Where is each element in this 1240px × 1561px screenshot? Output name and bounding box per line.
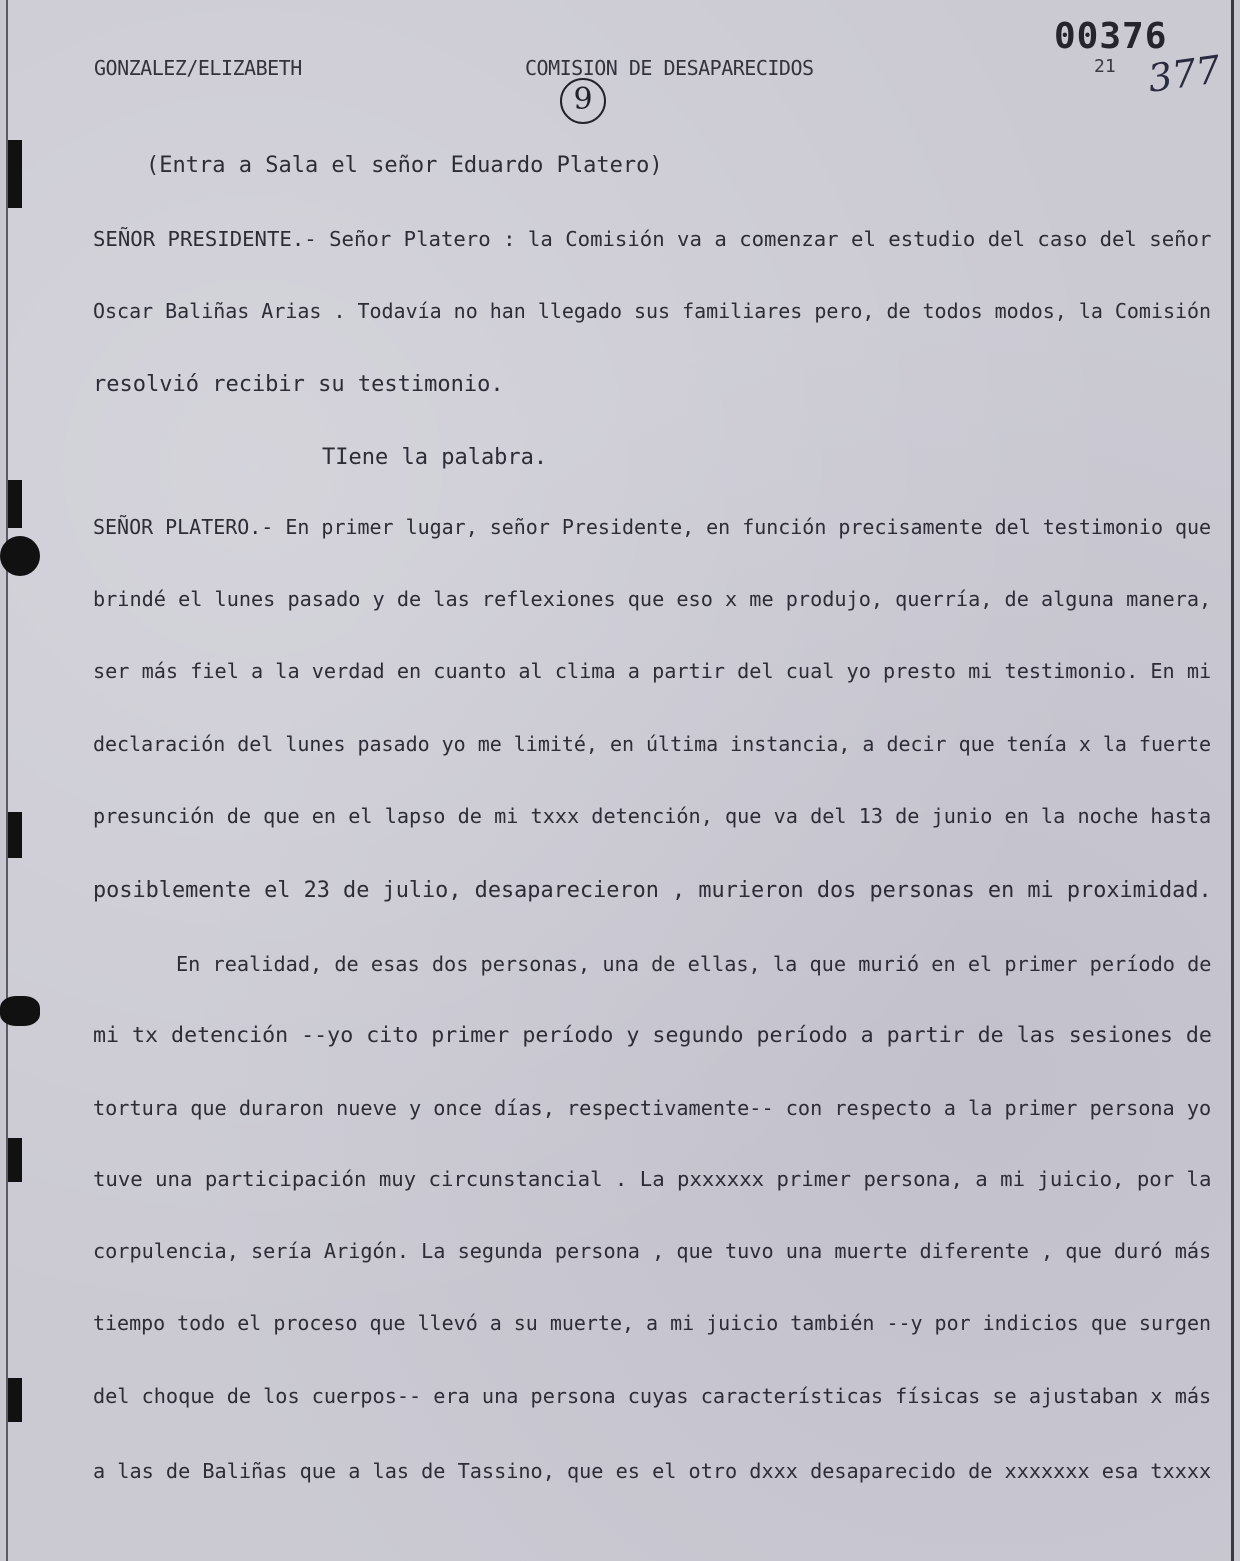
stamp-number: 00376 (1054, 16, 1168, 57)
body-line: resolvió recibir su testimonio. (93, 372, 504, 397)
binder-hole-mark (8, 480, 22, 528)
binder-hole-mark (0, 996, 40, 1026)
body-line: declaración del lunes pasado yo me limité, en última instancia, a decir que tenía x la fuerte (93, 732, 1212, 756)
body-line: tiempo todo el proceso que llevó a su muerte, a mi juicio también --y por indicios que surgen (93, 1311, 1212, 1335)
body-line: En realidad, de esas dos personas, una de ellas, la que murió en el primer período de (176, 952, 1212, 976)
body-line: tuve una participación muy circunstancial . La pxxxxxx primer persona, a mi juicio, por la (93, 1167, 1212, 1191)
binder-hole-mark (8, 1138, 22, 1182)
header-left: GONZALEZ/ELIZABETH (94, 56, 302, 80)
body-line: TIene la palabra. (322, 445, 548, 470)
body-line: ser más fiel a la verdad en cuanto al clima a partir del cual yo presto mi testimonio. En mi (93, 659, 1212, 683)
body-line: posiblemente el 23 de julio, desaparecieron , murieron dos personas en mi proximidad. (93, 878, 1212, 903)
body-line: SEÑOR PRESIDENTE.- Señor Platero : la Comisión va a comenzar el estudio del caso del señor (93, 227, 1212, 251)
body-line: Oscar Baliñas Arias . Todavía no han llegado sus familiares pero, de todos modos, la Comisión (93, 299, 1212, 323)
binder-hole-mark (8, 812, 22, 858)
body-line: presunción de que en el lapso de mi txxx detención, que va del 13 de junio en la noche hasta (93, 804, 1212, 828)
body-line: (Entra a Sala el señor Eduardo Platero) (146, 153, 663, 178)
circled-mark: 9 (560, 78, 606, 124)
handwritten-number: 377 (1145, 47, 1224, 101)
binder-hole-mark (8, 1378, 22, 1422)
header-center: COMISION DE DESAPARECIDOS (525, 56, 814, 80)
body-line: brindé el lunes pasado y de las reflexiones que eso x me produjo, querría, de alguna manera, (93, 587, 1212, 611)
body-line: SEÑOR PLATERO.- En primer lugar, señor Presidente, en función precisamente del testimonio que (93, 515, 1212, 539)
body-line: tortura que duraron nueve y once días, respectivamente-- con respecto a la primer persona yo (93, 1096, 1212, 1120)
body-line: a las de Baliñas que a las de Tassino, que es el otro dxxx desaparecido de xxxxxxx esa txxxx (93, 1459, 1212, 1483)
body-line: del choque de los cuerpos-- era una persona cuyas características físicas se ajustaban x más (93, 1384, 1212, 1408)
binder-hole-mark (8, 140, 22, 208)
body-line: corpulencia, sería Arigón. La segunda persona , que tuvo una muerte diferente , que duró más (93, 1239, 1212, 1263)
binder-hole-mark (0, 536, 40, 576)
page-number: 21 (1094, 56, 1116, 77)
body-line: mi tx detención --yo cito primer período y segundo período a partir de las sesiones de (93, 1023, 1212, 1048)
